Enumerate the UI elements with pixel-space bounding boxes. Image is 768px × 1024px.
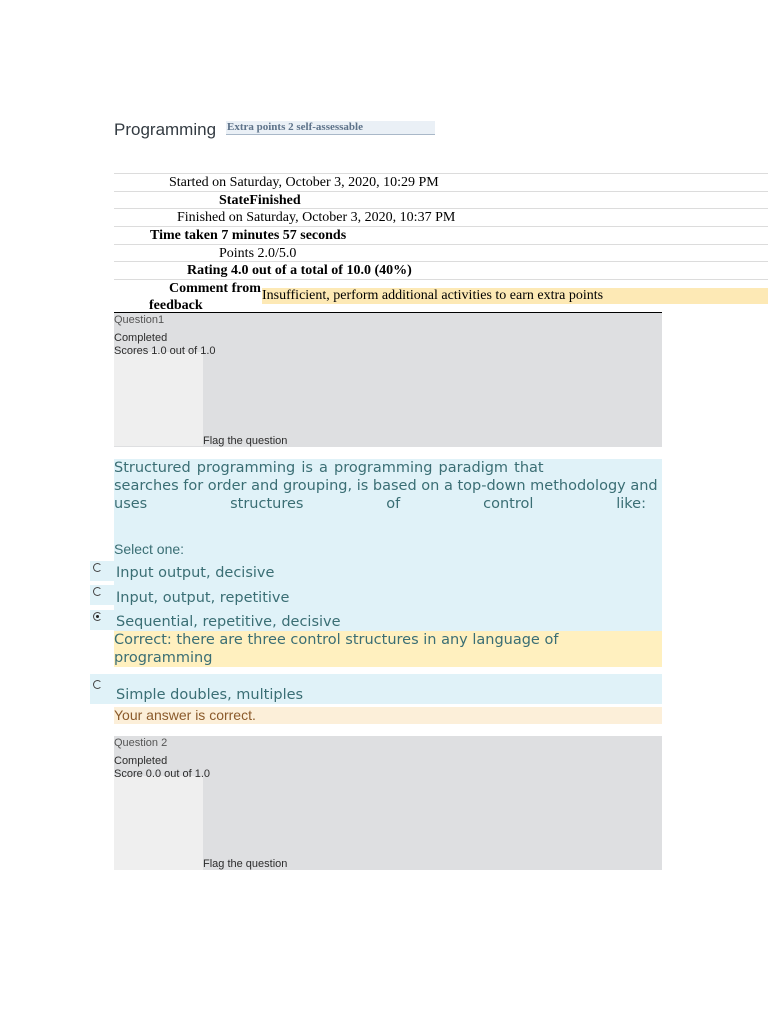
question1-score: Scores 1.0 out of 1.0 [114, 345, 216, 357]
finished-value: Saturday, October 3, 2020, 10:37 PM [246, 210, 456, 225]
page-title: Programming [114, 120, 217, 139]
question1-number: Question1 [114, 314, 165, 326]
question2-score: Score 0.0 out of 1.0 [114, 768, 211, 780]
feedback-line2: programming [114, 650, 213, 666]
summary-row-time [114, 226, 768, 244]
rating-value: 4.0 out of a total of 10.0 (40%) [230, 263, 412, 278]
text-word: structures [230, 496, 304, 512]
option3-radio-checked[interactable] [93, 612, 102, 621]
select-one-label: Select one: [114, 541, 185, 557]
option1-label[interactable]: Input output, decisive [116, 565, 275, 581]
question1-status: Completed [114, 332, 168, 344]
text-word: uses [114, 496, 148, 512]
option2-label[interactable]: Input, output, repetitive [116, 590, 290, 606]
time-label: Time taken [150, 228, 218, 243]
started-value: Saturday, October 3, 2020, 10:29 PM [229, 175, 439, 190]
question1-flag-link[interactable]: Flag the question [203, 435, 288, 447]
started-label: Started on [169, 175, 227, 190]
question2-status: Completed [114, 755, 168, 767]
rating-label: Rating [187, 263, 228, 278]
summary-row-points [114, 244, 768, 262]
option1-radio[interactable] [93, 563, 102, 572]
your-answer-status: Your answer is correct. [114, 707, 662, 724]
question2-number: Question 2 [114, 737, 168, 749]
state-label: State [219, 193, 250, 208]
question1-text-line1: Structured programming is a programming paradigm that [114, 460, 544, 476]
comment-label-line2: feedback [149, 298, 203, 313]
option4-label[interactable]: Simple doubles, multiples [116, 687, 304, 703]
summary-row-started [114, 173, 768, 191]
option4-radio[interactable] [93, 680, 102, 689]
time-value: 7 minutes 57 seconds [221, 228, 347, 243]
question2-flag-link[interactable]: Flag the question [203, 858, 288, 870]
question1-text-line2: searches for order and grouping, is based on a top-down methodology and [114, 478, 658, 494]
summary-row-rating [114, 261, 768, 279]
quiz-subtitle-link[interactable]: Extra points 2 self-assessable [226, 121, 435, 135]
question1-text-line3 [114, 496, 646, 512]
points-label: Points [219, 246, 255, 261]
text-word: control [483, 496, 534, 512]
feedback-line1: Correct: there are three control structures in any language of [114, 632, 559, 648]
text-word: like: [616, 496, 646, 512]
finished-label: Finished on [177, 210, 243, 225]
state-value: Finished [249, 193, 301, 208]
question1-info-side [114, 352, 203, 446]
option3-label[interactable]: Sequential, repetitive, decisive [116, 614, 341, 630]
comment-feedback-text: Insufficient, perform additional activities to earn extra points [262, 288, 768, 304]
summary-row-finished [114, 208, 768, 226]
option2-radio[interactable] [93, 587, 102, 596]
question2-info-side [114, 776, 203, 870]
comment-label-line1: Comment from [169, 281, 261, 296]
summary-row-state [114, 191, 768, 209]
points-value: 2.0/5.0 [257, 246, 297, 261]
text-word: of [386, 496, 401, 512]
